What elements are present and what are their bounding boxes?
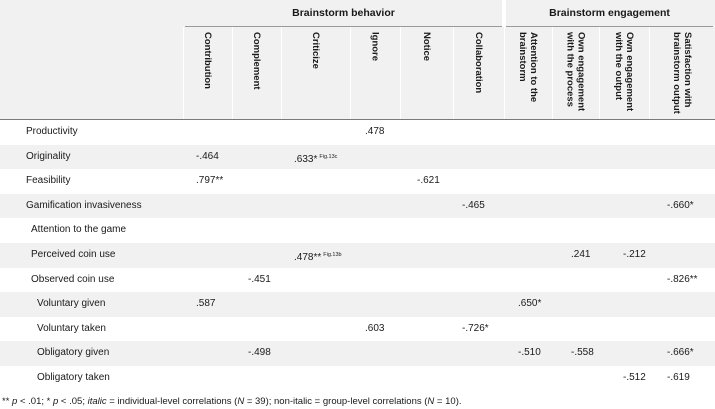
- cell-value: -.510: [518, 347, 541, 359]
- column-header-line: brainstorm output: [671, 32, 682, 114]
- column-separator: [400, 27, 401, 119]
- table-row: [0, 317, 715, 342]
- table-footnote: [2, 396, 462, 407]
- column-header-label: [517, 32, 539, 102]
- row-label: Obligatory taken: [37, 372, 110, 383]
- group-separator: [502, 0, 506, 27]
- column-header-line: Own engagement: [575, 32, 587, 112]
- row-label: Feasibility: [26, 175, 71, 187]
- column-separator: [183, 27, 184, 119]
- column-separator: [350, 27, 351, 119]
- table-cell: [518, 341, 541, 366]
- column-header-label: [421, 32, 432, 61]
- footnote-part: p: [53, 396, 59, 407]
- table-cell: [623, 366, 646, 391]
- column-header-line: Complement: [251, 32, 262, 90]
- column-header: [504, 27, 552, 119]
- footnote-part: **: [2, 396, 13, 407]
- column-header-label: [565, 32, 587, 111]
- column-header: [453, 27, 504, 119]
- column-header: [552, 27, 599, 119]
- footnote-part: p: [12, 396, 18, 407]
- table-cell: [667, 268, 698, 293]
- cell-value: -.558: [571, 347, 594, 359]
- column-separator: [599, 27, 600, 119]
- table-cell: [462, 194, 485, 219]
- cell-value: -.512: [623, 372, 646, 383]
- row-label: Observed coin use: [31, 273, 115, 285]
- cell-value: -.498: [248, 347, 271, 359]
- cell-value: -.621: [417, 175, 440, 187]
- column-header-line: with the process: [564, 32, 576, 107]
- cell-value: -.451: [248, 273, 271, 285]
- column-header: [350, 27, 400, 119]
- column-header-label: [613, 32, 635, 111]
- table-cell: [623, 243, 646, 268]
- row-label: Gamification invasiveness: [26, 199, 142, 211]
- column-header-label: [202, 32, 213, 89]
- cell-value: .603: [365, 322, 385, 334]
- cell-value: -.465: [462, 199, 485, 211]
- column-header-line: with the output: [613, 32, 624, 101]
- column-header-line: Own engagement: [624, 32, 635, 112]
- row-label: Attention to the game: [31, 224, 127, 236]
- cell-value: -.464: [196, 150, 219, 162]
- column-header: [649, 27, 715, 119]
- footnote-part: < .01; *: [17, 396, 53, 407]
- table-cell: [518, 292, 541, 317]
- group-header: Brainstorm engagement: [506, 0, 713, 27]
- table-row: [0, 194, 715, 219]
- column-header-line: brainstorm: [517, 32, 528, 82]
- cell-value: -.619: [667, 372, 690, 383]
- cell-value: .478**: [294, 252, 322, 263]
- table-row: [0, 145, 715, 170]
- table-cell: [667, 194, 694, 219]
- column-separator: [453, 27, 454, 119]
- column-header-line: Satisfaction with: [682, 32, 693, 108]
- row-label: Originality: [26, 150, 71, 162]
- cell-value: .587: [196, 298, 216, 310]
- row-label: Voluntary given: [37, 298, 106, 310]
- cell-value: -.666*: [667, 347, 694, 359]
- cell-value: -.826**: [667, 273, 698, 285]
- table-cell: [667, 341, 694, 366]
- table-row: [0, 169, 715, 194]
- column-header: [281, 27, 350, 119]
- table-row: [0, 120, 715, 145]
- column-header-label: [370, 32, 381, 61]
- cell-value: .797**: [196, 175, 224, 187]
- column-header-label: [310, 32, 321, 69]
- footnote-part: N: [427, 396, 435, 407]
- table-cell: [462, 317, 489, 342]
- figure-reference: Fig.13c: [319, 153, 338, 160]
- cell-value: -.660*: [667, 199, 694, 211]
- column-header-line: Contribution: [202, 32, 213, 89]
- column-separator: [232, 27, 233, 119]
- table-cell: [196, 145, 219, 170]
- table-row: [0, 268, 715, 293]
- table-cell: [196, 292, 215, 317]
- column-separator: [504, 27, 505, 119]
- footnote-part: = 10).: [434, 396, 462, 407]
- table-row: [0, 218, 715, 243]
- cell-value: .241: [571, 249, 591, 260]
- table-cell: [248, 268, 271, 293]
- footnote-part: N: [237, 396, 245, 407]
- row-label: Productivity: [26, 126, 78, 137]
- cell-value: -.212: [623, 249, 646, 260]
- table-cell: [248, 341, 271, 366]
- table-row: [0, 243, 715, 268]
- table-cell: [667, 366, 690, 391]
- table-cell: [365, 317, 384, 342]
- footnote-part: = individual-level correlations (: [106, 396, 238, 407]
- table-row: [0, 292, 715, 317]
- column-separator: [649, 27, 650, 119]
- table-cell: [365, 120, 384, 145]
- column-header-line: Collaboration: [473, 32, 484, 94]
- column-separator: [552, 27, 553, 119]
- column-header: [183, 27, 232, 119]
- column-header-label: [473, 32, 484, 93]
- column-header: [400, 27, 453, 119]
- footnote-part: italic: [87, 396, 107, 407]
- table-cell: [294, 145, 337, 170]
- column-header-label: [251, 32, 262, 90]
- column-header-line: Ignore: [369, 32, 381, 62]
- cell-value: .633*: [294, 153, 318, 165]
- column-header: [232, 27, 281, 119]
- cell-value: .650*: [518, 298, 542, 310]
- footnote-part: < .05;: [58, 396, 88, 407]
- row-label: Voluntary taken: [37, 322, 106, 334]
- cell-value: -.726*: [462, 322, 489, 334]
- column-header-line: Notice: [421, 32, 432, 62]
- table-cell: [571, 341, 594, 366]
- group-header: Brainstorm behavior: [185, 0, 502, 27]
- column-separator: [281, 27, 282, 119]
- cell-value: .478: [365, 126, 385, 137]
- table-row: [0, 366, 715, 391]
- table-cell: [571, 243, 590, 268]
- column-header-label: [671, 32, 693, 114]
- column-header: [599, 27, 649, 119]
- table-cell: [196, 169, 223, 194]
- table-row: [0, 341, 715, 366]
- figure-reference: Fig.13b: [323, 252, 342, 258]
- table-cell: [294, 243, 342, 268]
- column-header-line: Attention to the: [528, 32, 539, 103]
- table-cell: [417, 169, 440, 194]
- footnote-part: = 39); non-italic = group-level correlations (: [244, 396, 428, 407]
- row-label: Perceived coin use: [31, 249, 116, 260]
- column-header-line: Criticize: [310, 32, 321, 69]
- row-label: Obligatory given: [37, 347, 110, 359]
